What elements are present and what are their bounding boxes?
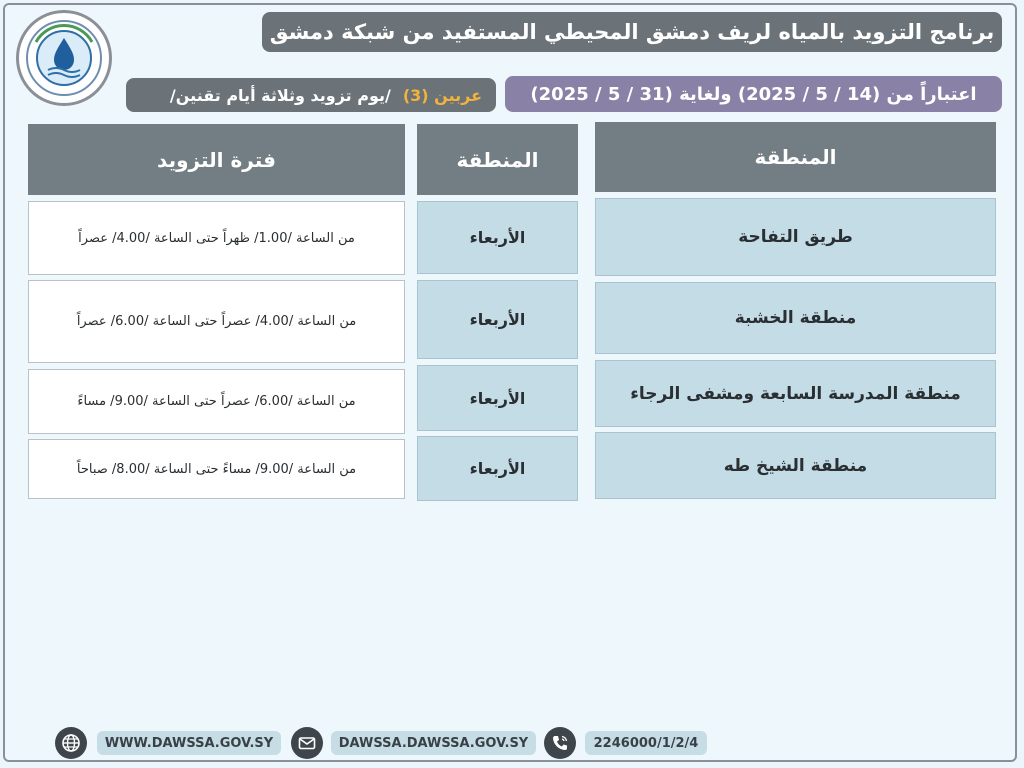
area-label: منطقة المدرسة السابعة ومشفى الرجاء [630, 383, 961, 404]
phone-icon [544, 727, 576, 759]
header-period-label: فترة التزويد [157, 147, 276, 172]
supply-group-label: عربين (3) [402, 85, 482, 105]
table-row-day [417, 365, 578, 431]
table-row-area [595, 360, 996, 427]
header-day [417, 124, 578, 195]
period-label: من الساعة /1.00/ ظهراً حتى الساعة /4.00/ عصراً [78, 230, 355, 246]
mail-icon [291, 727, 323, 759]
table-row-period [28, 201, 405, 275]
header-area-label: المنطقة [754, 145, 837, 169]
table-row-period [28, 280, 405, 363]
website-text: WWW.DAWSSA.GOV.SY [104, 735, 274, 751]
email-text: DAWSSA.DAWSSA.GOV.SY [338, 735, 529, 751]
period-label: من الساعة /6.00/ عصراً حتى الساعة /9.00/ مساءً [77, 394, 356, 409]
table-row-area [595, 282, 996, 354]
area-label: منطقة الشيخ طه [723, 455, 868, 476]
date-range-badge [505, 76, 1002, 112]
date-range-text: اعتباراً من (14 / 5 / 2025) ولغاية (31 / 5 / 2025) [530, 83, 977, 105]
day-label: الأربعاء [469, 228, 526, 247]
table-row-day [417, 436, 578, 501]
table-row-area [595, 432, 996, 499]
water-drop-logo-icon [24, 18, 104, 98]
header-area [595, 122, 996, 192]
header-day-label: المنطقة [456, 147, 539, 172]
table-row-period [28, 439, 405, 499]
phone-number[interactable] [585, 731, 707, 755]
header-period [28, 124, 405, 195]
page-title [262, 12, 1002, 52]
globe-icon [55, 727, 87, 759]
supply-note-label: /يوم تزويد وثلاثة أيام تقنين/ [169, 85, 391, 105]
period-label: من الساعة /9.00/ مساءً حتى الساعة /8.00/ صباحاً [76, 461, 357, 477]
page-title-text: برنامج التزويد بالمياه لريف دمشق المحيطي المستفيد من شبكة دمشق [269, 20, 995, 44]
area-label: طريق التفاحة [738, 227, 853, 247]
table-row-day [417, 280, 578, 359]
day-label: الأربعاء [469, 310, 526, 329]
supply-schedule-badge [126, 78, 496, 112]
organization-logo [16, 10, 112, 106]
day-label: الأربعاء [469, 459, 526, 478]
table-row-area [595, 198, 996, 276]
period-label: من الساعة /4.00/ عصراً حتى الساعة /6.00/ عصراً [76, 314, 357, 329]
phone-text: 2246000/1/2/4 [593, 735, 699, 751]
table-row-day [417, 201, 578, 274]
area-label: منطقة الخشبة [734, 308, 857, 328]
email-link[interactable] [331, 731, 536, 755]
table-row-period [28, 369, 405, 434]
website-link[interactable] [97, 731, 281, 755]
day-label: الأربعاء [469, 388, 526, 408]
